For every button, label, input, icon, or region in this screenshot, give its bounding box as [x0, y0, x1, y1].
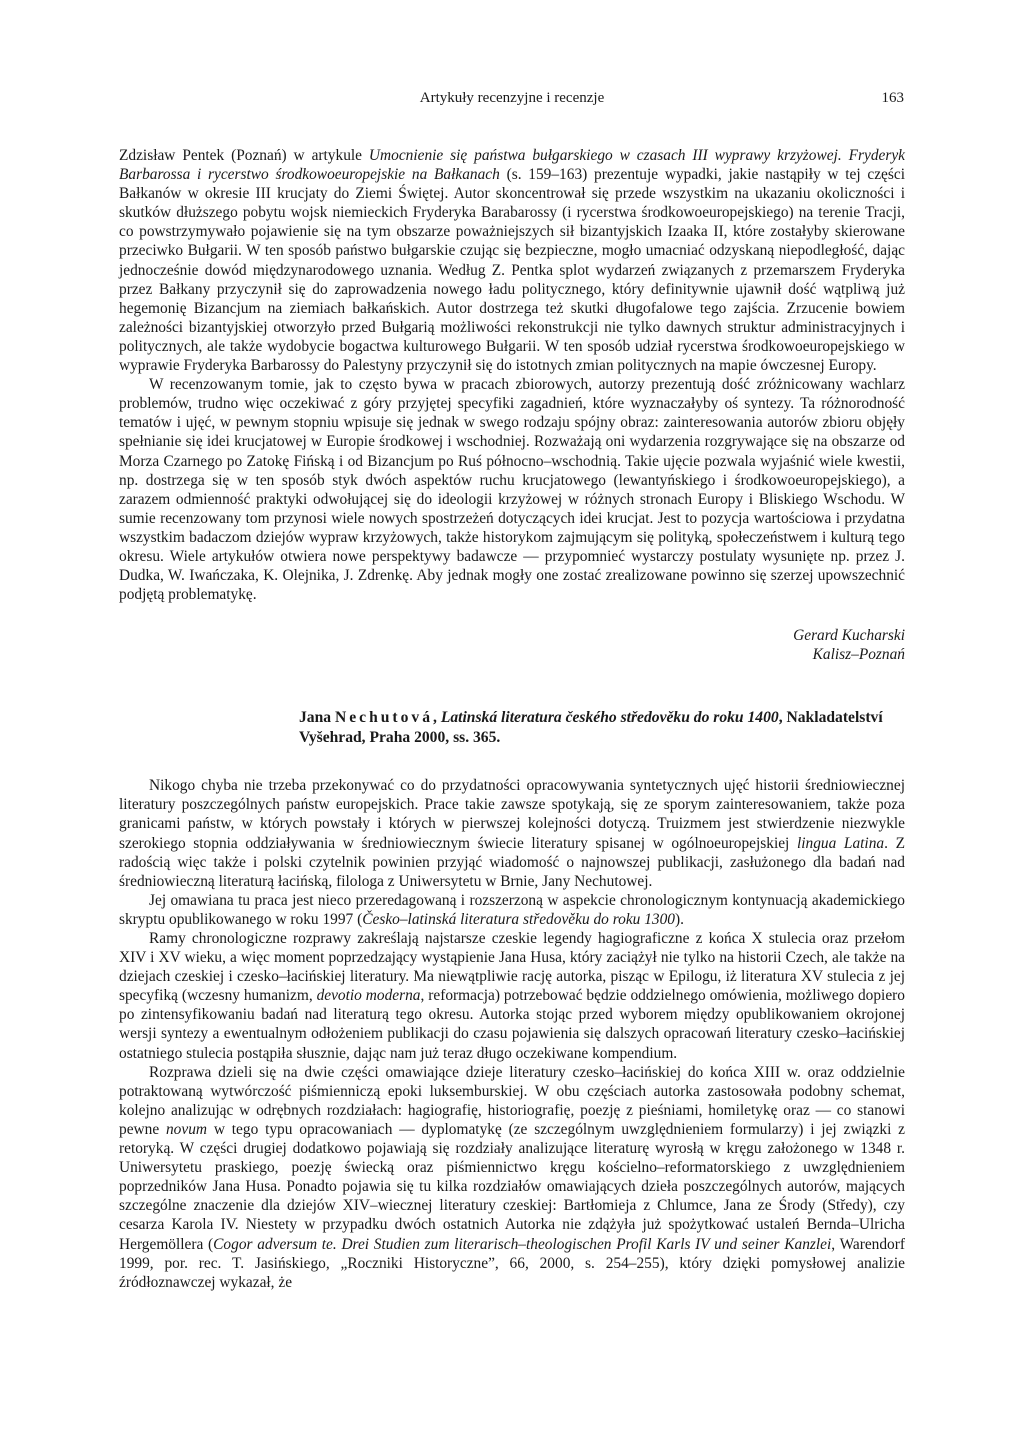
text-run: . Z radością więc także i polski czytelnik powinien przyjąć wiadomość o najnowszej publikacji, zasłużonego dla badań nad średniowieczną literaturą łacińską, filologa z Uniwersytetu w Brnie, Jany Nechutowej.	[119, 834, 905, 890]
italic-title: Česko–latinská literatura středověku do roku 1300	[362, 910, 675, 928]
text-run: , Warendorf 1999, por. rec. T. Jasińskiego, „Roczniki Historyczne”, 66, 2000, s. 254–255), który dzięki pomysłowej analizie źródłoznawczej wykazał, że	[119, 1235, 905, 1291]
text-run: Zdzisław Pentek (Poznań) w artykule	[119, 147, 369, 164]
heading-separator: ,	[433, 709, 441, 727]
article-body	[119, 146, 905, 1292]
review-paragraph-1	[119, 776, 905, 891]
italic-term: devotio moderna	[316, 987, 421, 1005]
paragraph-summary: W recenzowanym tomie, jak to często bywa w pracach zbiorowych, autorzy prezentują dość zróżnicowany wachlarz problemów, trudno więc oczekiwać z góry przyjętej specyfiki zagadnień, które wyznaczałyby oś syntezy. Ta różnorodność tematów i ujęć, w pewnym stopniu wpisuje się jednak w swego rodzaju spójny obraz: zainteresowania autorów zbioru objęły spełnianie się idei krucjatowej w Europie środkowej i wschodniej. Rozważają oni wydarzenia rozgrywające się na obszarze od Morza Czarnego po Zatokę Fińską i od Bizancjum po Ruś północno–wschodnią. Takie ujęcie pozwala wyjaśnić wiele kwestii, np. dostrzega się w ten sposób styk dwóch aspektów ruchu krucjatowego (lewantyńskiego i środkowoeuropejskiego), a zarazem odmienność praktyki odwołującej się do ideologii krzyżowej w różnych stronach Europy i Bliskiego Wschodu. W sumie recenzowany tom przynosi wiele nowych spostrzeżeń dotyczących idei krucjat. Jest to pozycja wartościowa i przydatna wszystkim badaczom dziejów wypraw krzyżowych, także historykom zajmującym się polityką, społeczeństwem i kulturą tego okresu. Wiele artykułów otwiera nowe perspektywy badawcze — przypomnieć wystarczy postulaty wysunięte np. przez J. Dudka, W. Iwańczaka, K. Olejnika, J. Zdrenkę. Aby jednak mogły one zostać zrealizowane powinno się szerzej upowszechnić podjętą problematykę.	[119, 376, 905, 604]
book-title: Latinská literatura českého středověku do roku 1400	[440, 709, 779, 727]
text-run: (s. 159–163) prezentuje wypadki, jakie nastąpiły w tej części Bałkanów w okresie III krucjaty do Ziemi Świętej. Autor skoncentrował się przede wszystkim na ukazaniu okoliczności i skutków dłuższego pobytu wojsk niemieckich Fryderyka Barabarossy (i rycerstwa środkowoeuropejskiego) na terenie Tracji, co powstrzymywało pojawienie się na tym obszarze poważniejszych sił bizantyjskich Izaaka II, które zostałyby skierowane przeciwko Bułgarii. W ten sposób państwo bułgarskie czując się bezpieczne, mogło umacniać odzyskaną niepodległość, dając jednocześnie dowód międzynarodowego uznania. Według Z. Pentka splot wydarzeń związanych z przemarszem Fryderyka przez Bałkany przyczynił się do zaprowadzenia nowego ładu politycznego, który definitywnie ujawnił dość wątpliwą już hegemonię Bizancjum na ziemiach bałkańskich. Autor dostrzega też skutki długofalowe tego zajścia. Zrzucenie bowiem zależności bizantyjskiej otworzyło przed Bułgarią możliwości rekonstrukcji nie tylko dawnych struktur administracyjnych i politycznych, ale także wydobycie bogactwa kulturowego Bułgarii. W ten sposób udział rycerstwa środkowoeuropejskiego w wyprawie Fryderyka Barbarossy do Palestyny przyczynił się do istotnych zmian politycznych na mapie ówczesnej Europy.	[119, 166, 905, 375]
text-run: Ramy chronologiczne rozprawy zakreślają najstarsze czeskie legendy hagiograficzne z końca X stulecia oraz przełom XIV i XV wieku, a więc moment poprzedzający wystąpienie Jana Husa, który zaciążył nie tylko na historii Czech, ale także na dziejach czeskiej i czesko–łacińskiej literatury. Ma niewątpliwie rację autorka, pisząc w Epilogu, iż literatura XV stulecia z jej specyfiką (wczesny humanizm,	[119, 930, 905, 1005]
article-title: Umocnienie się państwa bułgarskiego w czasach III wyprawy krzyżowej. Fryderyk Barbarossa i rycerstwo środkowoeuropejskie na Bałkanach	[119, 147, 905, 184]
review-paragraph-3	[119, 929, 905, 1063]
paragraph-pentek	[119, 146, 905, 375]
running-title: Artykuły recenzyjne i recenzje	[419, 90, 605, 106]
review-paragraph-2	[119, 891, 905, 929]
italic-title: Cogor adversum te. Drei Studien zum literarisch–theologischen Profil Karls IV und seiner Kanzlei	[213, 1235, 832, 1253]
review-heading	[119, 708, 905, 747]
review-paragraph-4	[119, 1063, 905, 1292]
reviewer-place: Kalisz–Poznań	[812, 646, 905, 664]
italic-term: novum	[165, 1120, 208, 1138]
text-run: ).	[675, 910, 684, 928]
italic-term: lingua Latina	[796, 834, 885, 852]
page-number: 163	[881, 90, 904, 106]
text-run: Nikogo chyba nie trzeba przekonywać co do przydatności opracowywania syntetycznych ujęć historii średniowiecznej literatury poszczególnych państw europejskich. Prace takie zawsze spotykają, się ze sporym zainteresowaniem, także poza granicami państw, w których powstały i których w pierwszej kolejności dotyczą. Truizmem jest stwierdzenie niezwykle szerokiego stopnia oddziaływania w średniowiecznym świecie literatury spisanej w ogólnoeuropejskiej	[119, 777, 905, 852]
text-run: Jej omawiana tu praca jest nieco przeredagowaną i rozszerzoną w aspekcie chronologicznym kontynuacją akademickiego skryptu opublikowanego w roku 1997 (	[119, 891, 905, 928]
publication-details: , Nakladatelství Vyšehrad, Praha 2000, ss. 365.	[299, 709, 883, 746]
text-run: , reformacja) potrzebować będzie oddzielnego omówienia, możliwego dopiero po zintensyfikowaniu badań nad literaturą tego okresu. Autorka stojąc przed wyborem między opublikowaniem okrojonej wersji syntezy a ewentualnym odłożeniem publikacji do czasu pojawienia się dalszych opracowań literatury czesko–łacińskiej ostatniego stulecia postąpiła słusznie, dając nam już teraz długo oczekiwane kompendium.	[119, 987, 905, 1062]
reviewer-name: Gerard Kucharski	[793, 627, 905, 645]
text-run: Rozprawa dzieli się na dwie części omawiające dzieje literatury czesko–łacińskiej do końca XIII w. oraz oddzielnie potraktowaną wytwórczość piśmienniczą epoki luksemburskiej. W obu częściach autorka zastosowała podobny schemat, kolejno analizując w odrębnych rozdziałach: hagiografię, historiografię, poezję z pieśniami, homiletykę oraz — co stanowi pewne	[119, 1063, 905, 1138]
author-first-name: Jana	[299, 709, 335, 727]
review-body	[119, 776, 905, 1292]
text-run: w tego typu opracowaniach — dyplomatykę (ze szczególnym uwzględnieniem formularzy) i jej związki z retoryką. W części drugiej dodatkowo pojawiają się rozdziały analizujące literaturę wyrosłą w kręgu założonego w 1348 r. Uniwersytetu praskiego, poezję świecką oraz piśmiennictwo kręgu kościelno–reformatorskiego z uwzględnieniem poprzedników Jana Husa. Ponadto pojawia się tu kilka rozdziałów omawiających dzieła poszczególnych autorów, mających szczególne znaczenie dla dziejów XIV–wiecznej literatury czeskiej: Bartłomieja z Chlumce, Jana ze Środy (Středy), czy cesarza Karola IV. Niestety w przypadku dwóch ostatnich Autorka nie zdążyła już spożytkować ustaleń Bernda–Ulricha Hergemöllera (	[119, 1120, 905, 1253]
author-surname: Nechutová	[334, 709, 434, 727]
reviewer-signature	[119, 626, 905, 664]
